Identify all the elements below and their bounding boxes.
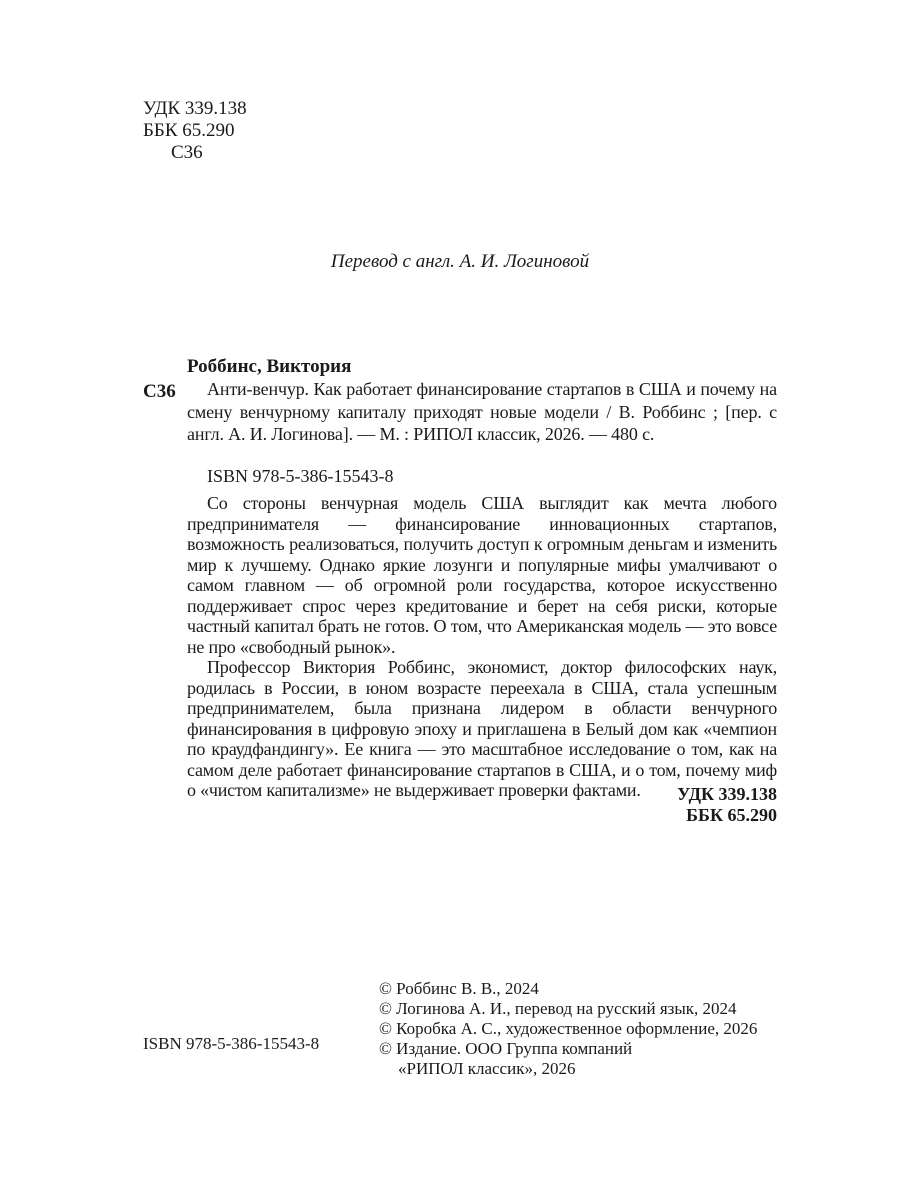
copyright-block bbox=[379, 979, 757, 1079]
bottom-bbk-code: ББК 65.290 bbox=[686, 805, 777, 825]
copyright-line: © Роббинс В. В., 2024 bbox=[379, 979, 539, 998]
bibliographic-description: Анти-венчур. Как работает финансирование стартапов в США и почему на смену венчурному капиталу приходят новые модели / В. Роббинс ; [пер. с англ. А. И. Логинова]. — М. : РИПОЛ классик, 2026. — 480 с. bbox=[187, 379, 777, 444]
record-cutter-mark: С36 bbox=[143, 381, 176, 402]
bottom-classification bbox=[677, 784, 777, 826]
cutter-code: С36 bbox=[171, 142, 203, 163]
copyright-line: © Коробка А. С., художественное оформление, 2026 bbox=[379, 1019, 758, 1038]
bbk-code: ББК 65.290 bbox=[143, 120, 235, 141]
bottom-isbn: ISBN 978-5-386-15543-8 bbox=[143, 1034, 320, 1053]
record-author: Роббинс, Виктория bbox=[187, 356, 352, 377]
copyright-line: © Логинова А. И., перевод на русский язык, 2024 bbox=[379, 999, 737, 1018]
bottom-udk-code: УДК 339.138 bbox=[677, 784, 777, 804]
translator-note: Перевод с англ. А. И. Логиновой bbox=[330, 251, 590, 272]
annotation-paragraph: Со стороны венчурная модель США выглядит как мечта любого предпринимателя — финансирование инновационных стартапов, возможность реализоваться, получить доступ к огромным деньгам и изменить мир к лучшему. Однако яркие лозунги и популярные мифы умалчивают о самом главном — об огромной роли государства, которое искусственно поддерживает спрос через кредитование и берет на себя риски, которые частный капитал брать не готов. О том, что Американская модель — это вовсе не про «свободный рынок». bbox=[187, 493, 777, 657]
annotation bbox=[187, 493, 777, 801]
copyright-line: © Издание. ООО Группа компаний bbox=[379, 1039, 633, 1058]
udk-code: УДК 339.138 bbox=[143, 98, 247, 119]
copyright-line: «РИПОЛ классик», 2026 bbox=[398, 1059, 576, 1078]
annotation-paragraph: Профессор Виктория Роббинс, экономист, доктор философских наук, родилась в России, в юном возрасте переехала в США, стала успешным предпринимателем, была признана лидером в области венчурного финансирования в цифровую эпоху и приглашена в Белый дом как «чемпион по краудфандингу». Ее книга — это масштабное исследование о том, как на самом деле работает финансирование стартапов в США, и о том, почему миф о «чистом капитализме» не выдерживает проверки фактами. bbox=[187, 657, 777, 800]
classification-block bbox=[143, 98, 247, 164]
record-isbn: ISBN 978-5-386-15543-8 bbox=[207, 466, 394, 486]
